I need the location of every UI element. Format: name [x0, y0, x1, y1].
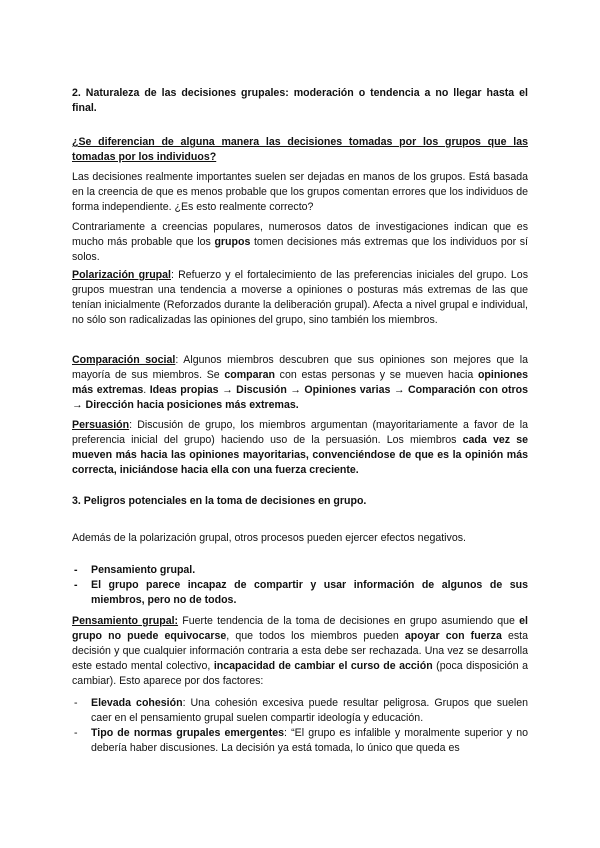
pensamiento-bold-1: el grupo no puede equivocarse: [72, 615, 528, 642]
comparacion-term: Comparación social: [72, 354, 176, 366]
contrary-paragraph: [72, 220, 528, 265]
pensamiento-term: Pensamiento grupal:: [72, 615, 179, 627]
polarizacion-term: Polarización grupal: [72, 269, 171, 281]
contrary-text-2: tomen decisiones más extremas que los individuos por sí solos.: [72, 236, 529, 263]
polarizacion-text: : Refuerzo y el fortalecimiento de las preferencias iniciales del grupo. Los grupos muestran una tendencia a moverse a opiniones o posturas más extremas de las que tenían inicialmente (Reforzados durante la deliberación grupal). Afecta a nivel grupal e individual, no sólo son radicalizadas las opiniones del grupo, sino también los miembros.: [72, 269, 528, 326]
comparacion-text-2: con estas personas y se mueven hacia: [275, 369, 478, 381]
list-item: [72, 726, 528, 756]
factors-list: [72, 696, 528, 756]
comparacion-bold-2: opiniones más extremas: [72, 369, 528, 396]
factor-text: : “El grupo es infalible y moralmente superior y no debería haber discusiones. La decisión ya está tomada, lo único que queda es: [91, 727, 529, 754]
contrary-text-1: Contrariamente a creencias populares, numerosos datos de investigaciones indican que es mucho más probable que los: [72, 221, 528, 248]
persuasion-bold: cada vez se mueven más hacia las opiniones mayoritarias, convenciéndose de que es la opinión más correcta, iniciándose hacia ella con una fuerza creciente.: [72, 434, 528, 476]
persuasion-paragraph: [72, 418, 528, 478]
persuasion-term: Persuasión: [72, 419, 130, 431]
pensamiento-text-4: (poca disposición a cambiar). Esto aparece por dos factores:: [72, 660, 528, 687]
section-2-question: ¿Se diferencian de alguna manera las decisiones tomadas por los grupos que las tomadas por los individuos?: [72, 136, 528, 163]
list-item: [72, 696, 528, 726]
section-3-heading: 3. Peligros potenciales en la toma de decisiones en grupo.: [72, 495, 367, 507]
factor-text: : Una cohesión excesiva puede resultar peligrosa. Grupos que suelen caer en el pensamiento grupal suelen compartir ideología y educación.: [91, 697, 528, 724]
comparacion-text-1: : Algunos miembros descubren que sus opiniones son mejores que la mayoría de sus miembros. Se: [72, 354, 529, 381]
pensamiento-bold-2: apoyar con fuerza: [404, 630, 502, 642]
comparacion-bold-1: comparan: [224, 369, 275, 381]
pensamiento-paragraph: [72, 614, 528, 689]
pensamiento-bold-3: incapacidad de cambiar el curso de acción: [213, 660, 433, 672]
dangers-list: [72, 563, 528, 608]
factor-term: Elevada cohesión: [91, 697, 183, 709]
pensamiento-text-3: esta decisión y que cualquier información contraria a esta debe ser rechazada. Una vez se desarrolla este estado mental colectivo,: [72, 630, 529, 672]
comparacion-bold-3: Ideas propias → Discusión → Opiniones varias → Comparación con otros → Dirección hacia posiciones más extremas.: [72, 384, 528, 411]
comparacion-paragraph: [72, 353, 528, 413]
pensamiento-text-1: Fuerte tendencia de la toma de decisiones en grupo asumiendo que: [178, 615, 520, 627]
section-2-heading: 2. Naturaleza de las decisiones grupales: moderación o tendencia a no llegar hasta el final.: [72, 87, 528, 114]
list-item: - Pensamiento grupal.: [72, 563, 528, 578]
section-3-intro: Además de la polarización grupal, otros procesos pueden ejercer efectos negativos.: [72, 532, 466, 544]
grupos-bold: grupos: [214, 236, 251, 248]
factor-term: Tipo de normas grupales emergentes: [91, 727, 285, 739]
pensamiento-text-2: , que todos los miembros pueden: [226, 630, 405, 642]
intro-paragraph: Las decisiones realmente importantes suelen ser dejadas en manos de los grupos. Está basada en la creencia de que es menos probable que los grupos comentan errores que los individuos de forma independiente. ¿Es esto realmente correcto?: [72, 171, 528, 213]
polarizacion-paragraph: [72, 268, 528, 328]
list-item: - El grupo parece incapaz de compartir y usar información de algunos de sus miembros, pero no de todos.: [72, 578, 528, 608]
persuasion-text: : Discusión de grupo, los miembros argumentan (mayoritariamente a favor de la preferencia inicial del grupo) haciendo uso de la persuasión. Los miembros: [72, 419, 528, 446]
comparacion-text-3: .: [143, 384, 150, 396]
